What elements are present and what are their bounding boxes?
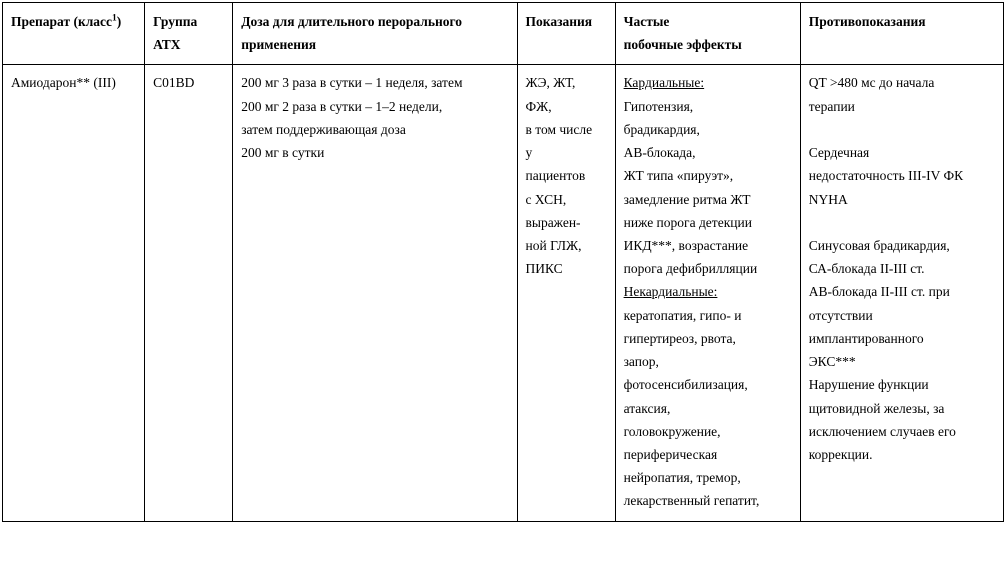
atx-code-text: C01BD <box>153 75 195 91</box>
indication-line: у <box>525 145 533 161</box>
side-effect-line: атаксия, <box>623 400 671 416</box>
side-effect-line: лекарственный гепатит, <box>623 493 760 509</box>
contraindication-line: отсутствии <box>808 307 873 323</box>
dose-line: затем поддерживающая доза <box>241 121 406 137</box>
drug-table <box>2 2 1004 522</box>
side-effect-line: замедление ритма ЖТ <box>623 191 751 207</box>
table-row <box>3 65 1004 521</box>
contraindication-line: ЭКС*** <box>808 354 856 370</box>
side-effect-line: ИКД***, возрастание <box>623 237 749 253</box>
column-header-effects <box>615 3 800 65</box>
column-header-effects-line1: Частые <box>623 14 670 29</box>
cell-atx-code <box>145 65 233 521</box>
side-effect-line: головокружение, <box>623 423 721 439</box>
side-effect-line: периферическая <box>623 446 718 462</box>
contraindication-line: имплантированного <box>808 330 924 346</box>
side-effect-heading: Некардиальные: <box>623 284 718 300</box>
contraindication-line: Нарушение функции <box>808 377 929 393</box>
column-header-drug <box>3 3 145 65</box>
contraindication-line: NYHA <box>808 191 848 207</box>
side-effect-line: запор, <box>623 354 659 370</box>
indication-line: с ХСН, <box>525 191 567 207</box>
side-effect-line: гипертиреоз, рвота, <box>623 330 736 346</box>
indication-line: ПИКС <box>525 261 563 277</box>
contraindication-line: АВ-блокада II-III ст. при <box>808 284 950 300</box>
column-header-dose <box>233 3 517 65</box>
column-header-atx <box>145 3 233 65</box>
cell-dose <box>233 65 517 521</box>
document-page <box>0 2 1005 575</box>
side-effect-heading: Кардиальные: <box>623 75 705 91</box>
contraindication-line: СА-блокада II-III ст. <box>808 261 925 277</box>
indication-line: пациентов <box>525 168 586 184</box>
dose-line: 200 мг 2 раза в сутки – 1–2 недели, <box>241 98 443 114</box>
contraindication-line: щитовидной железы, за <box>808 400 945 416</box>
contraindication-line: исключением случаев его <box>808 423 956 439</box>
side-effect-line: Гипотензия, <box>623 98 694 114</box>
table-header-row <box>3 3 1004 65</box>
contraindication-line: недостаточность III-IV ФК <box>808 168 964 184</box>
contraindication-spacer <box>809 118 995 141</box>
column-header-atx-line1: Группа <box>153 14 198 29</box>
side-effect-line: фотосенсибилизация, <box>623 377 748 393</box>
column-header-indications <box>517 3 615 65</box>
indication-line: ФЖ, <box>525 98 552 114</box>
dose-line: 200 мг 3 раза в сутки – 1 неделя, затем <box>241 75 463 91</box>
column-header-drug-text: Препарат (класс <box>11 14 113 29</box>
column-header-dose-line1: Доза для длительного перорального <box>241 14 463 29</box>
indication-line: в том числе <box>525 121 593 137</box>
contraindication-line: Синусовая брадикардия, <box>808 237 950 253</box>
cell-contraindications <box>800 65 1003 521</box>
column-header-indications-text: Показания <box>525 14 593 29</box>
column-header-dose-line2: применения <box>241 37 317 53</box>
column-header-drug-footnote: 1 <box>112 13 117 24</box>
side-effect-line: брадикардия, <box>623 121 700 137</box>
side-effect-line: ЖТ типа «пируэт», <box>623 168 734 184</box>
dose-line: 200 мг в сутки <box>241 145 325 161</box>
side-effect-line: порога дефибрилляции <box>623 261 758 277</box>
drug-name-text: Амиодарон** (III) <box>11 75 116 91</box>
contraindication-line: коррекции. <box>808 446 873 462</box>
column-header-contraindications-text: Противопоказания <box>808 14 926 29</box>
indication-line: ной ГЛЖ, <box>525 237 582 253</box>
side-effect-line: ниже порога детекции <box>623 214 752 230</box>
column-header-contraindications <box>800 3 1003 65</box>
side-effect-line: кератопатия, гипо- и <box>623 307 742 323</box>
column-header-atx-line2: АТХ <box>153 37 181 53</box>
cell-indications <box>517 65 615 521</box>
indication-line: выражен- <box>525 214 581 230</box>
indication-line: ЖЭ, ЖТ, <box>525 75 576 91</box>
cell-side-effects <box>615 65 800 521</box>
side-effect-line: нейропатия, тремор, <box>623 470 741 486</box>
column-header-effects-line2: побочные эффекты <box>623 37 742 53</box>
column-header-drug-tail: ) <box>116 14 122 29</box>
cell-drug-name <box>3 65 145 521</box>
contraindication-line: терапии <box>808 98 855 114</box>
contraindication-spacer <box>809 211 995 234</box>
side-effect-line: АВ-блокада, <box>623 145 696 161</box>
contraindication-line: Сердечная <box>808 145 870 161</box>
contraindication-line: QT >480 мс до начала <box>808 75 935 91</box>
